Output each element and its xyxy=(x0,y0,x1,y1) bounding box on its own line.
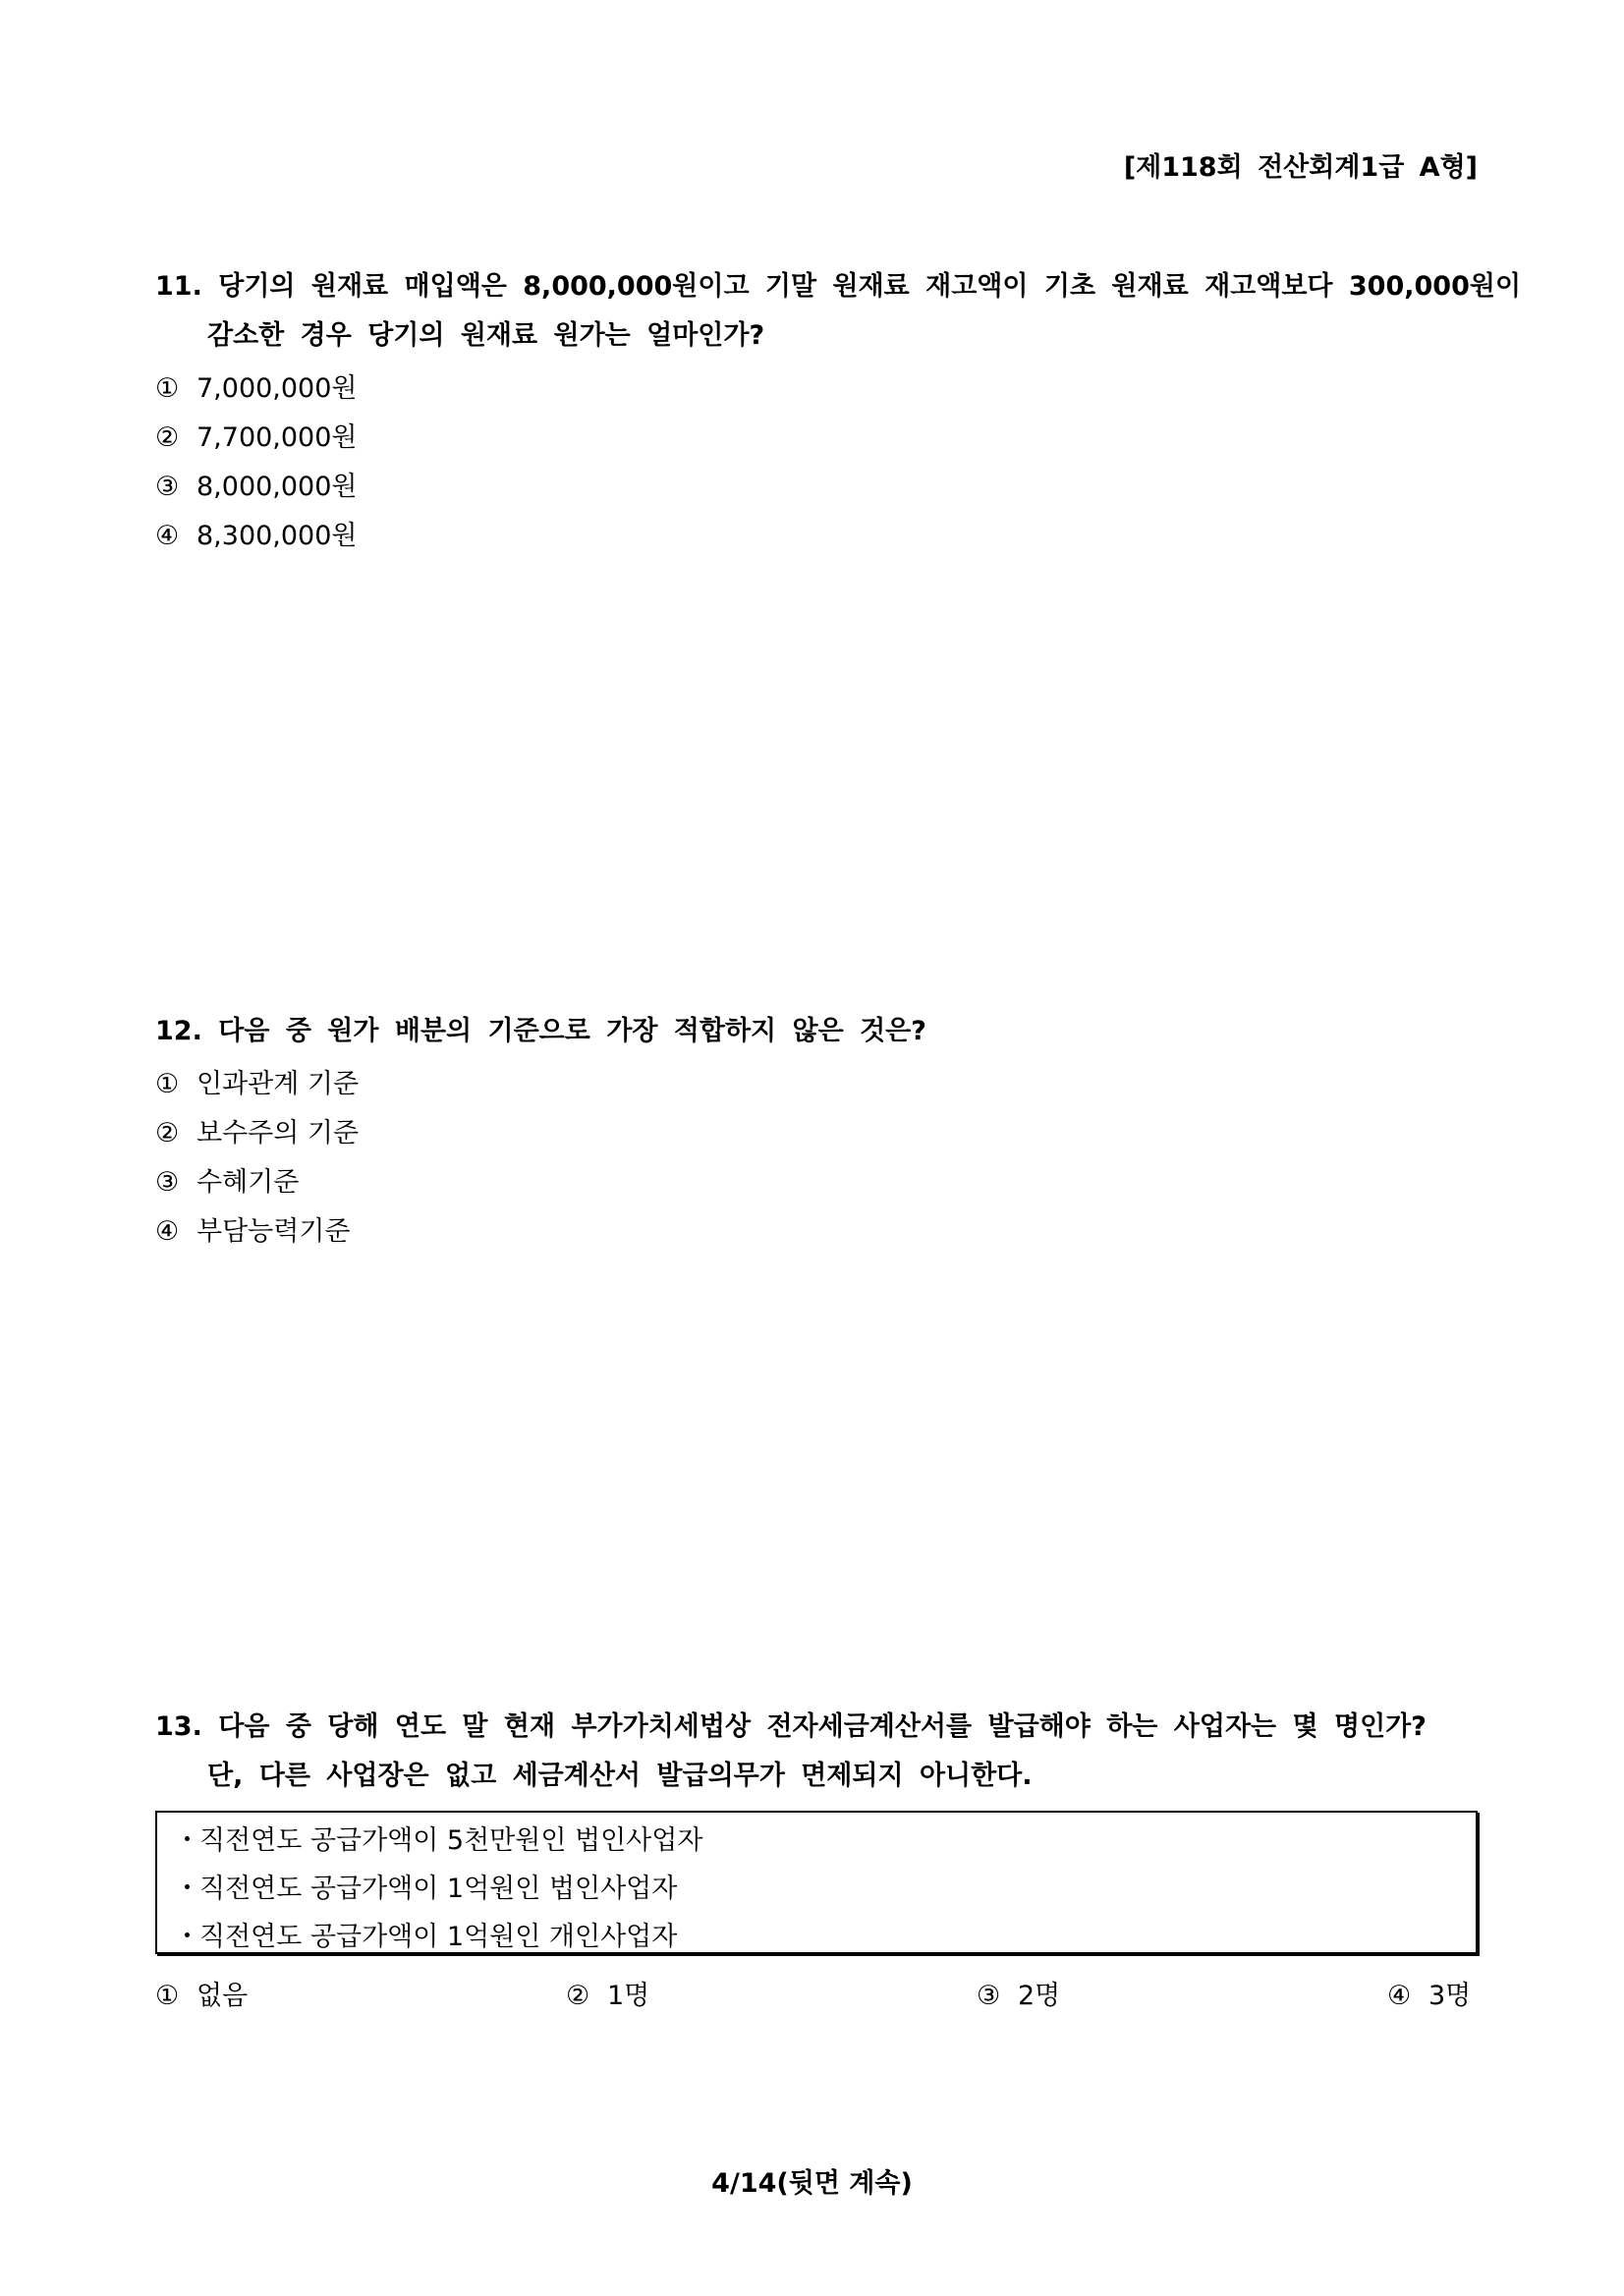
page-footer: 4/14(뒷면 계속) xyxy=(711,2168,913,2199)
choice-number: ① xyxy=(155,373,180,404)
choice-number: ④ xyxy=(155,521,180,551)
question-number: 12. xyxy=(155,1016,202,1046)
question-text: 다음 중 당해 연도 말 현재 부가가치세법상 전자세금계산서를 발급해야 하는 사업자는 몇 명인가? xyxy=(218,1711,1427,1742)
bullet: ・ xyxy=(174,1874,200,1904)
exam-header: [제118회 전산회계1급 A형] xyxy=(1123,152,1478,183)
question-number: 11. xyxy=(155,271,202,302)
bullet: ・ xyxy=(174,1922,200,1952)
choice-number: ② xyxy=(155,1118,180,1148)
conditions-item xyxy=(174,1867,677,1905)
choice-number: ③ xyxy=(155,1167,180,1198)
choice-number: ① xyxy=(155,1981,180,2011)
choice-number: ② xyxy=(155,422,180,453)
question-number: 13. xyxy=(155,1711,202,1742)
question-13-line-2: 단, 다른 사업장은 없고 세금계산서 발급의무가 면제되지 아니한다. xyxy=(207,1761,1033,1791)
choice-number: ③ xyxy=(977,1981,1001,2011)
question-text: 다음 중 원가 배분의 기준으로 가장 적합하지 않은 것은? xyxy=(218,1016,926,1046)
choice-text: 보수주의 기준 xyxy=(196,1118,360,1148)
question-13-choice-4[interactable] xyxy=(1387,1977,1471,2016)
choice-text: 3명 xyxy=(1428,1981,1472,2011)
conditions-item xyxy=(174,1819,702,1857)
choice-text: 없음 xyxy=(196,1981,249,2011)
question-11-line-2: 감소한 경우 당기의 원재료 원가는 얼마인가? xyxy=(207,320,765,351)
conditions-item-text: 직전연도 공급가액이 1억원인 개인사업자 xyxy=(199,1922,678,1952)
choice-text: 8,300,000원 xyxy=(196,521,358,551)
choice-number: ② xyxy=(566,1981,590,2011)
choice-number: ③ xyxy=(155,472,180,502)
choice-number: ① xyxy=(155,1069,180,1099)
question-11-choice-2[interactable] xyxy=(155,419,358,458)
choice-text: 7,700,000원 xyxy=(196,422,358,453)
question-13-choice-1[interactable] xyxy=(155,1977,248,2016)
choice-number: ④ xyxy=(1387,1981,1412,2011)
conditions-item xyxy=(174,1915,677,1953)
choice-number: ④ xyxy=(155,1216,180,1247)
choice-text: 인과관계 기준 xyxy=(196,1069,360,1099)
choice-text: 2명 xyxy=(1018,1981,1061,2011)
conditions-item-text: 직전연도 공급가액이 5천만원인 법인사업자 xyxy=(199,1825,703,1856)
question-12-line-1 xyxy=(155,1006,926,1057)
choice-text: 부담능력기준 xyxy=(196,1216,351,1247)
question-13-choice-3[interactable] xyxy=(977,1977,1060,2016)
question-11-choice-3[interactable] xyxy=(155,468,358,507)
question-12-choice-4[interactable] xyxy=(155,1212,351,1252)
question-13-line-1 xyxy=(155,1702,1427,1753)
question-text: 당기의 원재료 매입액은 8,000,000원이고 기말 원재료 재고액이 기초 원재료 재고액보다 300,000원이 xyxy=(218,271,1522,302)
bullet: ・ xyxy=(174,1825,200,1856)
question-11-line-1 xyxy=(155,261,1521,312)
question-12-choice-1[interactable] xyxy=(155,1065,359,1104)
conditions-item-text: 직전연도 공급가액이 1억원인 법인사업자 xyxy=(199,1874,678,1904)
choice-text: 수혜기준 xyxy=(196,1167,300,1198)
conditions-box xyxy=(155,1811,1478,1954)
choice-text: 8,000,000원 xyxy=(196,472,358,502)
choice-text: 7,000,000원 xyxy=(196,373,358,404)
question-12-choice-3[interactable] xyxy=(155,1163,299,1203)
question-13-choice-2[interactable] xyxy=(566,1977,649,2016)
question-11-choice-4[interactable] xyxy=(155,517,358,556)
question-12-choice-2[interactable] xyxy=(155,1114,359,1153)
question-11-choice-1[interactable] xyxy=(155,369,358,409)
choice-text: 1명 xyxy=(607,1981,650,2011)
